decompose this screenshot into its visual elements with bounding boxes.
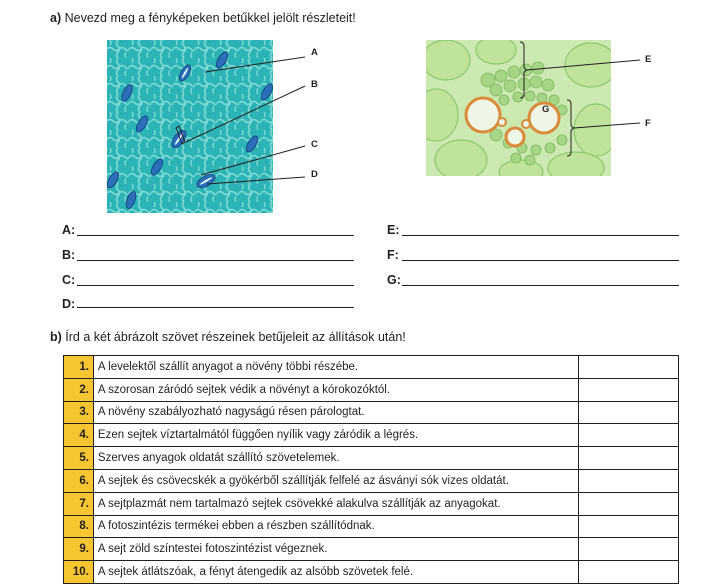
table-row — [64, 515, 679, 538]
statement-text: A sejt zöld színtestei fotoszintézist végeznek. — [93, 538, 578, 561]
photo-label-b: B — [311, 79, 318, 90]
table-row — [64, 492, 679, 515]
answer-line-c[interactable] — [77, 285, 354, 286]
statement-text: Szerves anyagok oldatát szállító szövetelemek. — [93, 447, 578, 470]
statement-text: A szorosan záródó sejtek védik a növényt a kórokozóktól. — [93, 378, 578, 401]
vascular-bundle-photo-image — [426, 40, 611, 176]
statement-number: 4. — [64, 424, 94, 447]
answer-cell[interactable] — [578, 515, 678, 538]
answer-cell[interactable] — [578, 447, 678, 470]
statement-number: 6. — [64, 469, 94, 492]
statement-text: A levelektől szállít anyagot a növény többi részébe. — [93, 356, 578, 379]
answer-label-d: D: — [62, 297, 76, 311]
statement-number: 10. — [64, 561, 94, 584]
answer-line-g[interactable] — [402, 285, 679, 286]
task-a-title — [50, 11, 356, 25]
answer-line-d[interactable] — [77, 307, 354, 308]
table-row — [64, 538, 679, 561]
answer-label-b: B: — [62, 248, 76, 262]
statement-number: 2. — [64, 378, 94, 401]
statement-text: A sejtplazmát nem tartalmazó sejtek csövekké alakulva szállítják az anyagokat. — [93, 492, 578, 515]
statement-number: 8. — [64, 515, 94, 538]
answer-line-f[interactable] — [402, 260, 679, 261]
photo-label-g: G — [542, 104, 550, 115]
epidermis-photo-image — [107, 40, 273, 213]
statement-number: 9. — [64, 538, 94, 561]
statement-number: 5. — [64, 447, 94, 470]
answer-cell[interactable] — [578, 492, 678, 515]
answer-cell[interactable] — [578, 538, 678, 561]
answer-label-f: F: — [387, 248, 399, 262]
statement-text: A sejtek és csövecskék a gyökérből szállítják felfelé az ásványi sók vizes oldatát. — [93, 469, 578, 492]
answer-label-g: G: — [387, 273, 401, 287]
table-row — [64, 469, 679, 492]
statement-text: A sejtek átlátszóak, a fényt átengedik az alsóbb szövetek felé. — [93, 561, 578, 584]
table-row — [64, 378, 679, 401]
table-row — [64, 356, 679, 379]
statement-text: Ezen sejtek víztartalmától függően nyílik vagy záródik a légrés. — [93, 424, 578, 447]
task-a-text: Nevezd meg a fényképeken betűkkel jelölt részleteit! — [64, 11, 356, 25]
answer-cell[interactable] — [578, 561, 678, 584]
photo-label-a: A — [311, 47, 318, 58]
answer-cell[interactable] — [578, 469, 678, 492]
answer-line-b[interactable] — [77, 260, 354, 261]
statement-text: A fotoszintézis termékei ebben a részben szállítódnak. — [93, 515, 578, 538]
answer-label-e: E: — [387, 223, 400, 237]
answer-label-a: A: — [62, 223, 76, 237]
statement-number: 7. — [64, 492, 94, 515]
answer-cell[interactable] — [578, 401, 678, 424]
table-row — [64, 561, 679, 584]
answer-cell[interactable] — [578, 356, 678, 379]
photo-label-c: C — [311, 139, 318, 150]
table-row — [64, 401, 679, 424]
answer-label-c: C: — [62, 273, 76, 287]
answer-line-e[interactable] — [402, 235, 679, 236]
task-a-letter: a) — [50, 11, 62, 25]
task-b-letter: b) — [50, 330, 62, 344]
photo-label-d: D — [311, 169, 318, 180]
statements-table — [63, 355, 679, 584]
table-row — [64, 447, 679, 470]
photo-label-e: E — [645, 54, 652, 65]
answer-line-a[interactable] — [77, 235, 354, 236]
vascular-bundle-photo — [426, 40, 611, 176]
photo-label-f: F — [645, 118, 651, 129]
epidermis-photo — [107, 40, 273, 213]
task-b-title — [50, 330, 406, 344]
answer-cell[interactable] — [578, 424, 678, 447]
statement-text: A növény szabályozható nagyságú résen párologtat. — [93, 401, 578, 424]
table-row — [64, 424, 679, 447]
statement-number: 3. — [64, 401, 94, 424]
task-b-text: Írd a két ábrázolt szövet részeinek betűjeleit az állítások után! — [65, 330, 406, 344]
answer-cell[interactable] — [578, 378, 678, 401]
statement-number: 1. — [64, 356, 94, 379]
